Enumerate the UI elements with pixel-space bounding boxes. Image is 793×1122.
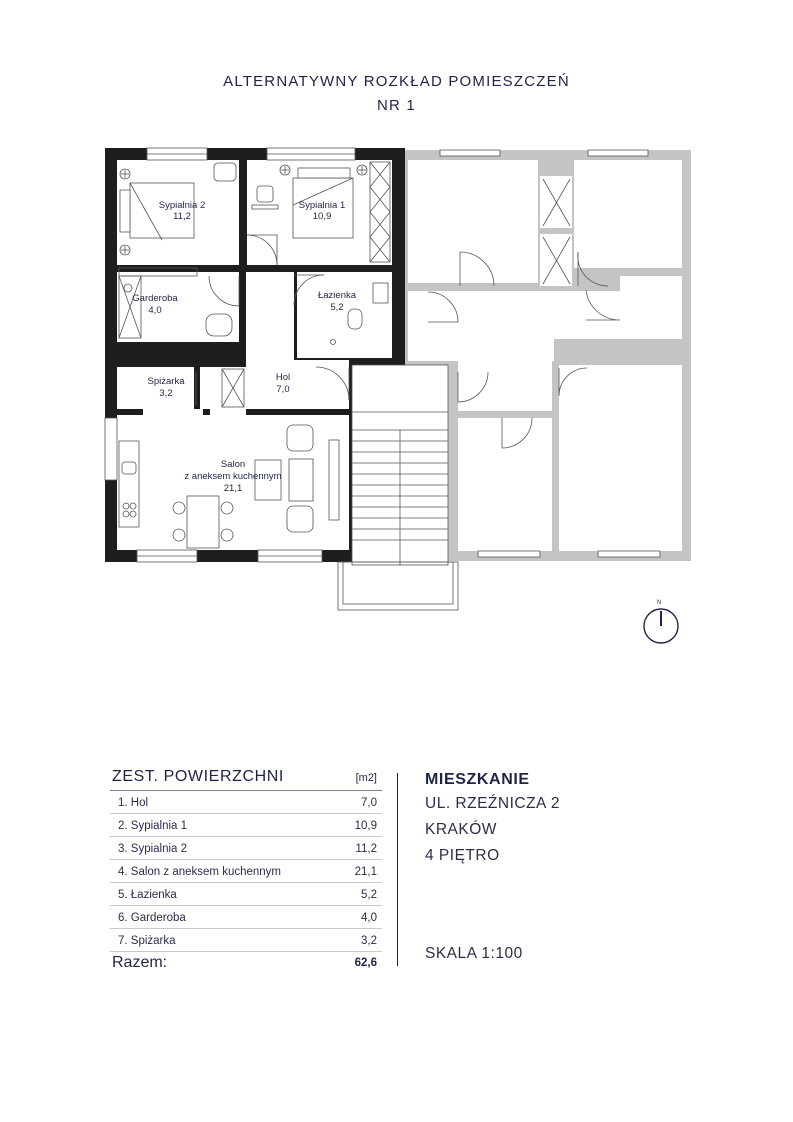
plan-number: NR 1	[377, 97, 416, 114]
table-row	[110, 837, 382, 860]
row-value: 11,2	[355, 843, 377, 855]
area-total-row	[110, 952, 382, 974]
room-name-lazienka: Łazienka	[317, 290, 357, 301]
room-area-salon: 21,1	[223, 483, 243, 494]
row-value: 5,2	[361, 889, 377, 901]
row-value: 7,0	[361, 797, 377, 809]
row-value: 10,9	[354, 820, 377, 832]
staircase	[352, 365, 448, 565]
room-name-spizarka: Spiżarka	[147, 376, 185, 387]
divider	[397, 773, 398, 966]
table-row	[110, 860, 382, 883]
area-summary-rows	[110, 791, 382, 952]
area-summary-title: ZEST. POWIERZCHNI	[112, 768, 284, 785]
table-row	[110, 929, 382, 952]
room-name-salon: Salon	[220, 459, 246, 470]
apartment-info	[425, 771, 560, 873]
row-value: 21,1	[354, 866, 377, 878]
room-name-salon-line2: z aneksem kuchennym	[184, 471, 282, 482]
area-summary-header	[110, 768, 382, 791]
room-area-garderoba: 4,0	[148, 305, 162, 316]
row-label: 5. Łazienka	[118, 889, 177, 901]
table-row	[110, 814, 382, 837]
room-area-spizarka: 3,2	[159, 388, 173, 399]
drawing-scale: SKALA 1:100	[425, 945, 523, 962]
apartment-floor: 4 PIĘTRO	[425, 847, 500, 864]
row-label: 6. Garderoba	[118, 912, 186, 924]
room-area-sypialnia-1: 10,9	[312, 211, 332, 222]
table-row	[110, 883, 382, 906]
room-area-hol: 7,0	[276, 384, 290, 395]
room-name-sypialnia-1: Sypialnia 1	[298, 200, 346, 211]
row-label: 2. Sypialnia 1	[118, 820, 188, 832]
room-name-hol: Hol	[275, 372, 291, 383]
plan-title: ALTERNATYWNY ROZKŁAD POMIESZCZEŃ	[223, 73, 570, 90]
row-label: 7. Spiżarka	[118, 935, 176, 947]
area-summary-unit: [m2]	[355, 772, 377, 784]
compass-north-label: N	[656, 600, 662, 606]
area-total-label: Razem:	[112, 954, 168, 971]
row-label: 3. Sypialnia 2	[118, 843, 188, 855]
table-row	[110, 906, 382, 929]
row-value: 4,0	[361, 912, 377, 924]
row-label: 4. Salon z aneksem kuchennym	[118, 866, 282, 878]
apartment-city: KRAKÓW	[425, 821, 497, 838]
room-name-sypialnia-2: Sypialnia 2	[158, 200, 206, 211]
row-value: 3,2	[361, 935, 377, 947]
apartment-heading: MIESZKANIE	[425, 771, 530, 788]
row-label: 1. Hol	[118, 797, 149, 809]
balcony	[338, 562, 458, 610]
room-area-lazienka: 5,2	[330, 302, 344, 313]
table-row	[110, 791, 382, 814]
area-summary	[110, 768, 382, 974]
room-area-sypialnia-2: 11,2	[173, 211, 191, 222]
area-total-value: 62,6	[354, 957, 377, 969]
apartment-street: UL. RZEŹNICZA 2	[425, 795, 560, 812]
room-name-garderoba: Garderoba	[132, 293, 178, 304]
compass	[644, 600, 678, 643]
